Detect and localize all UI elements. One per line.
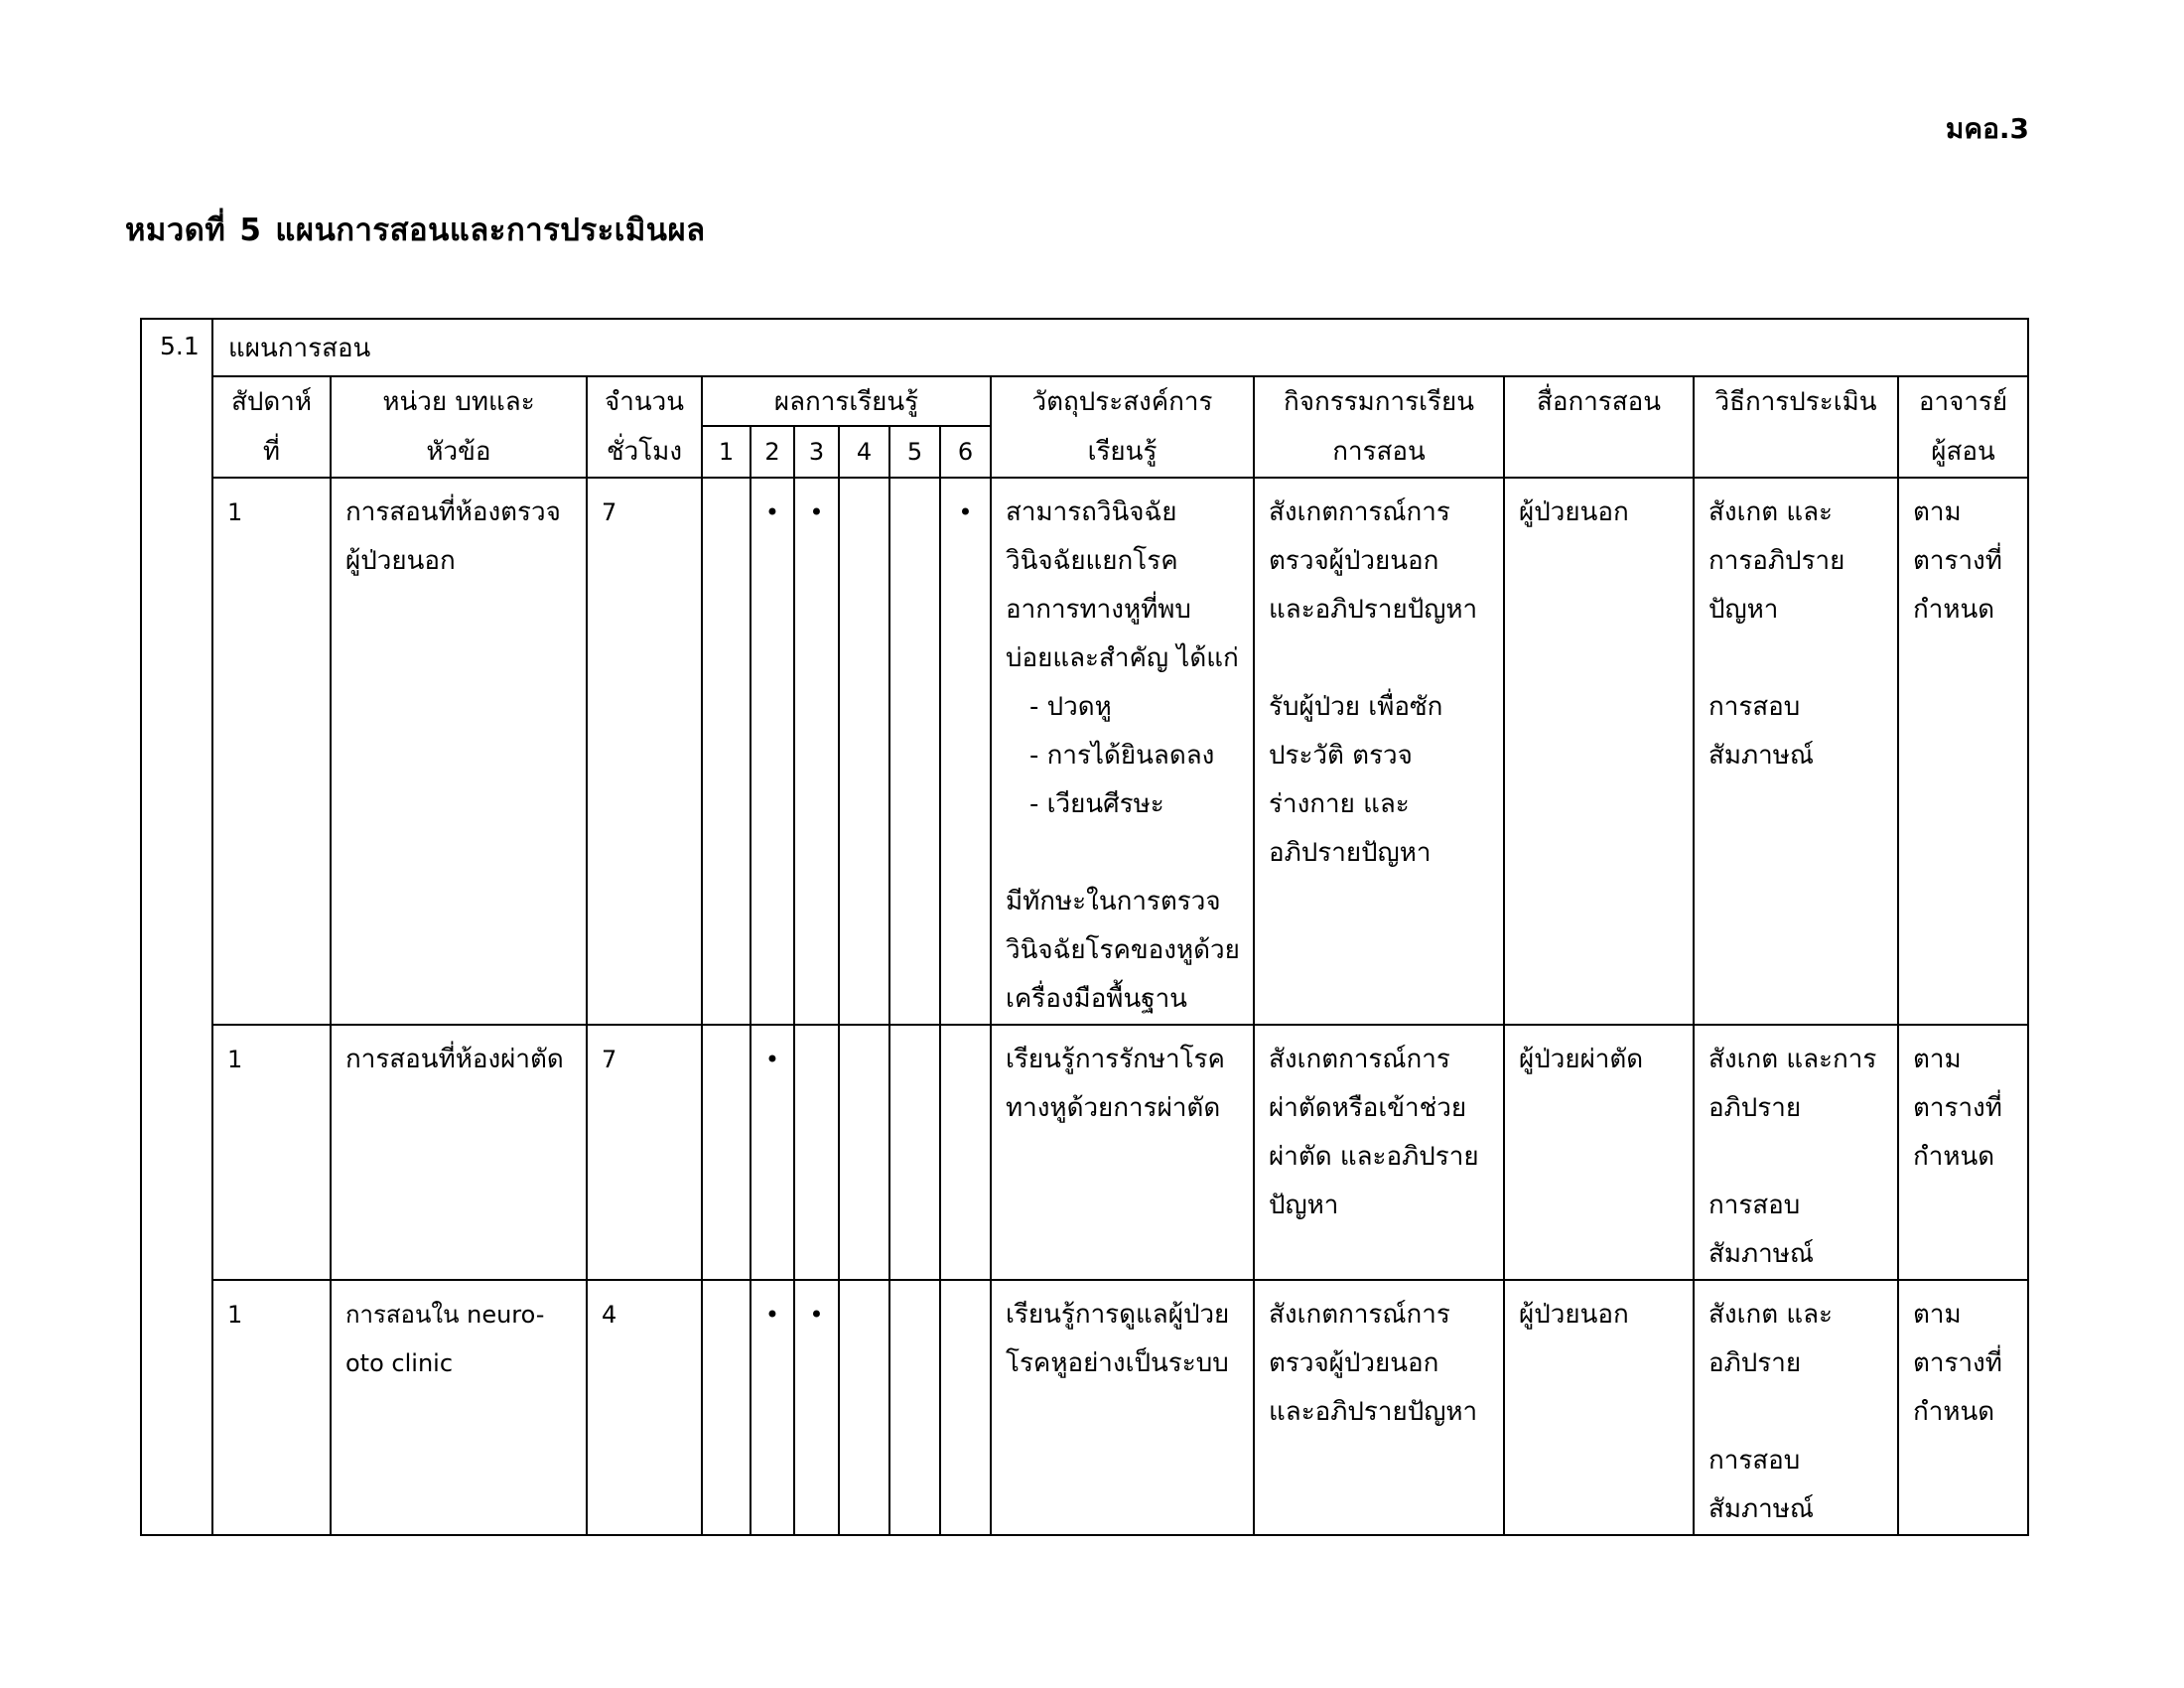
- outcome-mark: [839, 1280, 889, 1535]
- outcome-number-2: 2: [751, 426, 794, 478]
- media-cell: ผู้ป่วยนอก: [1504, 478, 1694, 1025]
- instructor-cell: ตาม ตารางที่ กำหนด: [1898, 1280, 2028, 1535]
- header-activities: กิจกรรมการเรียน การสอน: [1254, 376, 1504, 478]
- hours-cell: 7: [587, 478, 702, 1025]
- week-cell: 1: [212, 478, 331, 1025]
- outcome-mark: [702, 1280, 751, 1535]
- activities-cell: สังเกตการณ์การ ผ่าตัดหรือเข้าช่วย ผ่าตัด และอภิปราย ปัญหา: [1254, 1025, 1504, 1280]
- outcome-mark: [839, 478, 889, 1025]
- outcome-mark: [889, 478, 940, 1025]
- symptom-item: - ปวดหู: [1029, 692, 1112, 722]
- outcome-mark: •: [751, 1280, 794, 1535]
- table-row: [141, 1025, 2028, 1280]
- topic-cell: การสอนที่ห้องผ่าตัด: [331, 1025, 587, 1280]
- outcome-mark: [702, 478, 751, 1025]
- week-cell: 1: [212, 1025, 331, 1280]
- objectives-cell: เรียนรู้การดูแลผู้ป่วย โรคหูอย่างเป็นระบบ: [991, 1280, 1254, 1535]
- outcome-mark: [940, 1280, 991, 1535]
- header-learning-outcomes: ผลการเรียนรู้: [702, 376, 991, 426]
- assessment-cell: สังเกต และ อภิปราย การสอบ สัมภาษณ์: [1694, 1280, 1898, 1535]
- outcome-mark: •: [751, 1025, 794, 1280]
- instructor-cell: ตาม ตารางที่ กำหนด: [1898, 478, 2028, 1025]
- activities-cell: สังเกตการณ์การ ตรวจผู้ป่วยนอก และอภิปรายปัญหา รับผู้ป่วย เพื่อซัก ประวัติ ตรวจ ร่างกาย และ อภิปรายปัญหา: [1254, 478, 1504, 1025]
- section-number: 5: [239, 212, 262, 248]
- table-row: [141, 478, 2028, 1025]
- header-topic: หน่วย บทและ หัวข้อ: [331, 376, 587, 478]
- media-cell: ผู้ป่วยผ่าตัด: [1504, 1025, 1694, 1280]
- activities-cell: สังเกตการณ์การ ตรวจผู้ป่วยนอก และอภิปรายปัญหา: [1254, 1280, 1504, 1535]
- section-label: หมวดที่: [125, 212, 226, 248]
- plan-title: แผนการสอน: [212, 319, 2028, 376]
- table-row: [141, 1280, 2028, 1535]
- outcome-mark: [889, 1280, 940, 1535]
- assessment-cell: สังเกต และการ อภิปราย การสอบ สัมภาษณ์: [1694, 1025, 1898, 1280]
- header-assessment: วิธีการประเมิน: [1694, 376, 1898, 478]
- header-hours: จำนวน ชั่วโมง: [587, 376, 702, 478]
- outcome-mark: •: [794, 478, 839, 1025]
- assessment-cell: สังเกต และ การอภิปราย ปัญหา การสอบ สัมภาษณ์: [1694, 478, 1898, 1025]
- document-code: มคอ.3: [1945, 112, 2029, 145]
- symptom-item: - การได้ยินลดลง: [1029, 741, 1215, 771]
- header-objectives: วัตถุประสงค์การ เรียนรู้: [991, 376, 1254, 478]
- header-week: สัปดาห์ ที่: [212, 376, 331, 478]
- outcome-number-3: 3: [794, 426, 839, 478]
- outcome-number-1: 1: [702, 426, 751, 478]
- week-cell: 1: [212, 1280, 331, 1535]
- header-instructor: อาจารย์ ผู้สอน: [1898, 376, 2028, 478]
- teaching-plan-table: [140, 318, 2029, 1536]
- objectives-cell: สามารถวินิจฉัย วินิจฉัยแยกโรค อาการทางหูที่พบ บ่อยและสำคัญ ได้แก่ - ปวดหู - การได้ยินลดลง - เวียนศีรษะ มีทักษะในการตรวจ วินิจฉัยโรคของหูด้วย เครื่องมือพื้นฐาน: [991, 478, 1254, 1025]
- media-cell: ผู้ป่วยนอก: [1504, 1280, 1694, 1535]
- header-media: สื่อการสอน: [1504, 376, 1694, 478]
- outcome-mark: •: [794, 1280, 839, 1535]
- outcome-mark: •: [940, 478, 991, 1025]
- outcome-mark: [839, 1025, 889, 1280]
- hours-cell: 4: [587, 1280, 702, 1535]
- hours-cell: 7: [587, 1025, 702, 1280]
- outcome-number-6: 6: [940, 426, 991, 478]
- instructor-cell: ตาม ตารางที่ กำหนด: [1898, 1025, 2028, 1280]
- topic-cell: การสอนใน neuro- oto clinic: [331, 1280, 587, 1535]
- outcome-mark: [794, 1025, 839, 1280]
- outcome-mark: [702, 1025, 751, 1280]
- outcome-number-5: 5: [889, 426, 940, 478]
- symptom-item: - เวียนศีรษะ: [1029, 789, 1164, 819]
- section-heading: [125, 205, 706, 254]
- outcome-mark: [940, 1025, 991, 1280]
- topic-cell: การสอนที่ห้องตรวจ ผู้ป่วยนอก: [331, 478, 587, 1025]
- section-title: แผนการสอนและการประเมินผล: [275, 212, 706, 248]
- section-number-cell: 5.1: [141, 319, 212, 1535]
- outcome-mark: •: [751, 478, 794, 1025]
- outcome-mark: [889, 1025, 940, 1280]
- objectives-cell: เรียนรู้การรักษาโรค ทางหูด้วยการผ่าตัด: [991, 1025, 1254, 1280]
- outcome-number-4: 4: [839, 426, 889, 478]
